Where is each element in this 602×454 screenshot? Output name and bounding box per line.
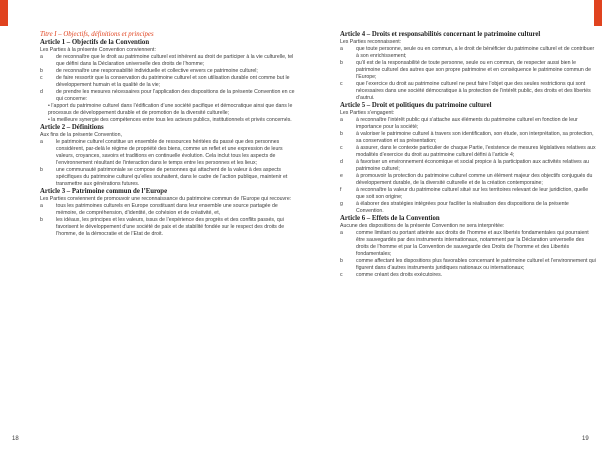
list-item: c à assurer, dans le contexte particulier de chaque Partie, l’existence de mesures législatives relatives aux modalités d’exercice du droit au patrimoine culturel défini à l’article 4; <box>340 145 596 158</box>
page-edge-marker-left <box>0 0 8 26</box>
bullet-paragraph: • la meilleure synergie des compétences entre tous les acteurs publics, institutionnels et privés concernés. <box>48 117 292 123</box>
article-intro: Les Parties s’engagent: <box>340 110 395 116</box>
list-item: a que toute personne, seule ou en commun, a le droit de bénéficier du patrimoine culturel et de contribuer à son enrichissement; <box>340 46 595 59</box>
article-title: Article 1 – Objectifs de la Convention <box>40 39 150 46</box>
left-page-column <box>40 31 296 238</box>
article-5 <box>340 102 596 215</box>
article-1 <box>40 39 296 124</box>
list-item: b les idéaux, les principes et les valeurs, issus de l’expérience des progrès et des conflits passés, qui favorisent le développement d’une société de paix et de stabilité fondée sur le respect des droits de l’homme, de la démocratie et de l’Etat de droit. <box>40 217 285 237</box>
list-item: d à favoriser un environnement économique et social propice à la participation aux activités relatives au patrimoine culturel; <box>340 159 589 172</box>
list-item: b de reconnaître une responsabilité individuelle et collective envers ce patrimoine culturel; <box>40 68 258 74</box>
page-edge-marker-right <box>594 0 602 26</box>
right-page-column <box>340 31 596 279</box>
list-item: a comme limitant ou portant atteinte aux droits de l’homme et aux libertés fondamentales qui pourraient être sauvegardés par des instruments internationaux, notamment par la Déclaration universelle des droits de l’homme et par la Convention de sauvegarde des Droits de l’homme et des Libertés fondamentales; <box>340 230 589 257</box>
list-item: b à valoriser le patrimoine culturel à travers son identification, son étude, son interprétation, sa protection, sa conservation et sa présentation; <box>340 131 594 144</box>
list-item: a à reconnaître l’intérêt public qui s’attache aux éléments du patrimoine culturel en fonction de leur importance pour la société; <box>340 117 578 130</box>
list-item: a tous les patrimoines culturels en Europe constituant dans leur ensemble une source partagée de mémoire, de compréhension, d’identité, de cohésion et de créativité, et, <box>40 203 278 216</box>
page-number-right: 19 <box>582 436 589 442</box>
article-title: Article 4 – Droits et responsabilités concernant le patrimoine culturel <box>340 31 541 38</box>
article-intro: Aucune des dispositions de la présente Convention ne sera interprétée: <box>340 223 505 229</box>
list-item: b une communauté patrimoniale se compose de personnes qui attachent de la valeur à des aspects spécifiques du patrimoine culturel qu’elles souhaitent, dans le cadre de l’action publique, maintenir et transmettre aux générations futures. <box>40 167 288 187</box>
list-item: d de prendre les mesures nécessaires pour l’application des dispositions de la présente Convention en ce qui concerne: <box>40 89 295 102</box>
article-intro: Les Parties conviennent de promouvoir une reconnaissance du patrimoine commun de l’Europe qui recouvre: <box>40 196 292 202</box>
article-intro: Aux fins de la présente Convention, <box>40 132 122 138</box>
list-item: e à promouvoir la protection du patrimoine culturel comme un élément majeur des objectifs conjugués du développement durable, de la diversité culturelle et de la création contemporaine; <box>340 173 593 186</box>
bullet-paragraph: • l’apport du patrimoine culturel dans l’édification d’une société pacifique et démocratique ainsi que dans le processus de développement durable et de promotion de la diversité culturelle; <box>48 103 293 116</box>
article-3 <box>40 188 296 238</box>
article-intro: Les Parties reconnaissent: <box>340 39 402 45</box>
list-item: b qu’il est de la responsabilité de toute personne, seule ou en commun, de respecter aussi bien le patrimoine culturel des autres que son propre patrimoine et en conséquence le patrimoine commun de l’Europe; <box>340 60 592 80</box>
article-title: Article 6 – Effets de la Convention <box>340 215 440 222</box>
article-6 <box>340 215 596 279</box>
list-item: a le patrimoine culturel constitue un ensemble de ressources héritées du passé que des personnes considèrent, par-delà le régime de propriété des biens, comme un reflet et une expression de leurs valeurs, croyances, savoirs et traditions en continuelle évolution. Cela inclut tous les aspects de l’environnement résultant de l’interaction dans le temps entre les personnes et les lieux; <box>40 139 283 166</box>
list-item: a de reconnaître que le droit au patrimoine culturel est inhérent au droit de participer à la vie culturelle, tel que défini dans la Déclaration universelle des droits de l’homme; <box>40 54 294 67</box>
article-2 <box>40 124 296 188</box>
article-title: Article 3 – Patrimoine commun de l’Europe <box>40 188 168 195</box>
article-title: Article 2 – Définitions <box>40 124 104 131</box>
section-title: Titre I – Objectifs, définitions et principes <box>40 31 154 38</box>
list-item: b comme affectant les dispositions plus favorables concernant le patrimoine culturel et l’environnement qui figurent dans d’autres instruments juridiques nationaux ou internationaux; <box>340 258 596 271</box>
list-item: c que l’exercice du droit au patrimoine culturel ne peut faire l’objet que des seules restrictions qui sont nécessaires dans une société démocratique à la protection de l’intérêt public, des droits et des libertés d’autrui. <box>340 81 591 101</box>
list-item: c comme créant des droits exécutoires. <box>340 272 443 278</box>
list-item: g à élaborer des stratégies intégrées pour faciliter la réalisation des dispositions de la présente Convention. <box>340 201 569 214</box>
article-4 <box>340 31 596 102</box>
list-item: f à reconnaître la valeur du patrimoine culturel situé sur les territoires relevant de leur juridiction, quelle que soit son origine; <box>340 187 589 200</box>
article-title: Article 5 – Droit et politiques du patrimoine culturel <box>340 102 492 109</box>
page-number-left: 18 <box>12 436 19 442</box>
article-intro: Les Parties à la présente Convention conviennent: <box>40 47 156 53</box>
list-item: c de faire ressortir que la conservation du patrimoine culturel et son utilisation durable ont comme but le développement humain et la qualité de la vie; <box>40 75 290 88</box>
